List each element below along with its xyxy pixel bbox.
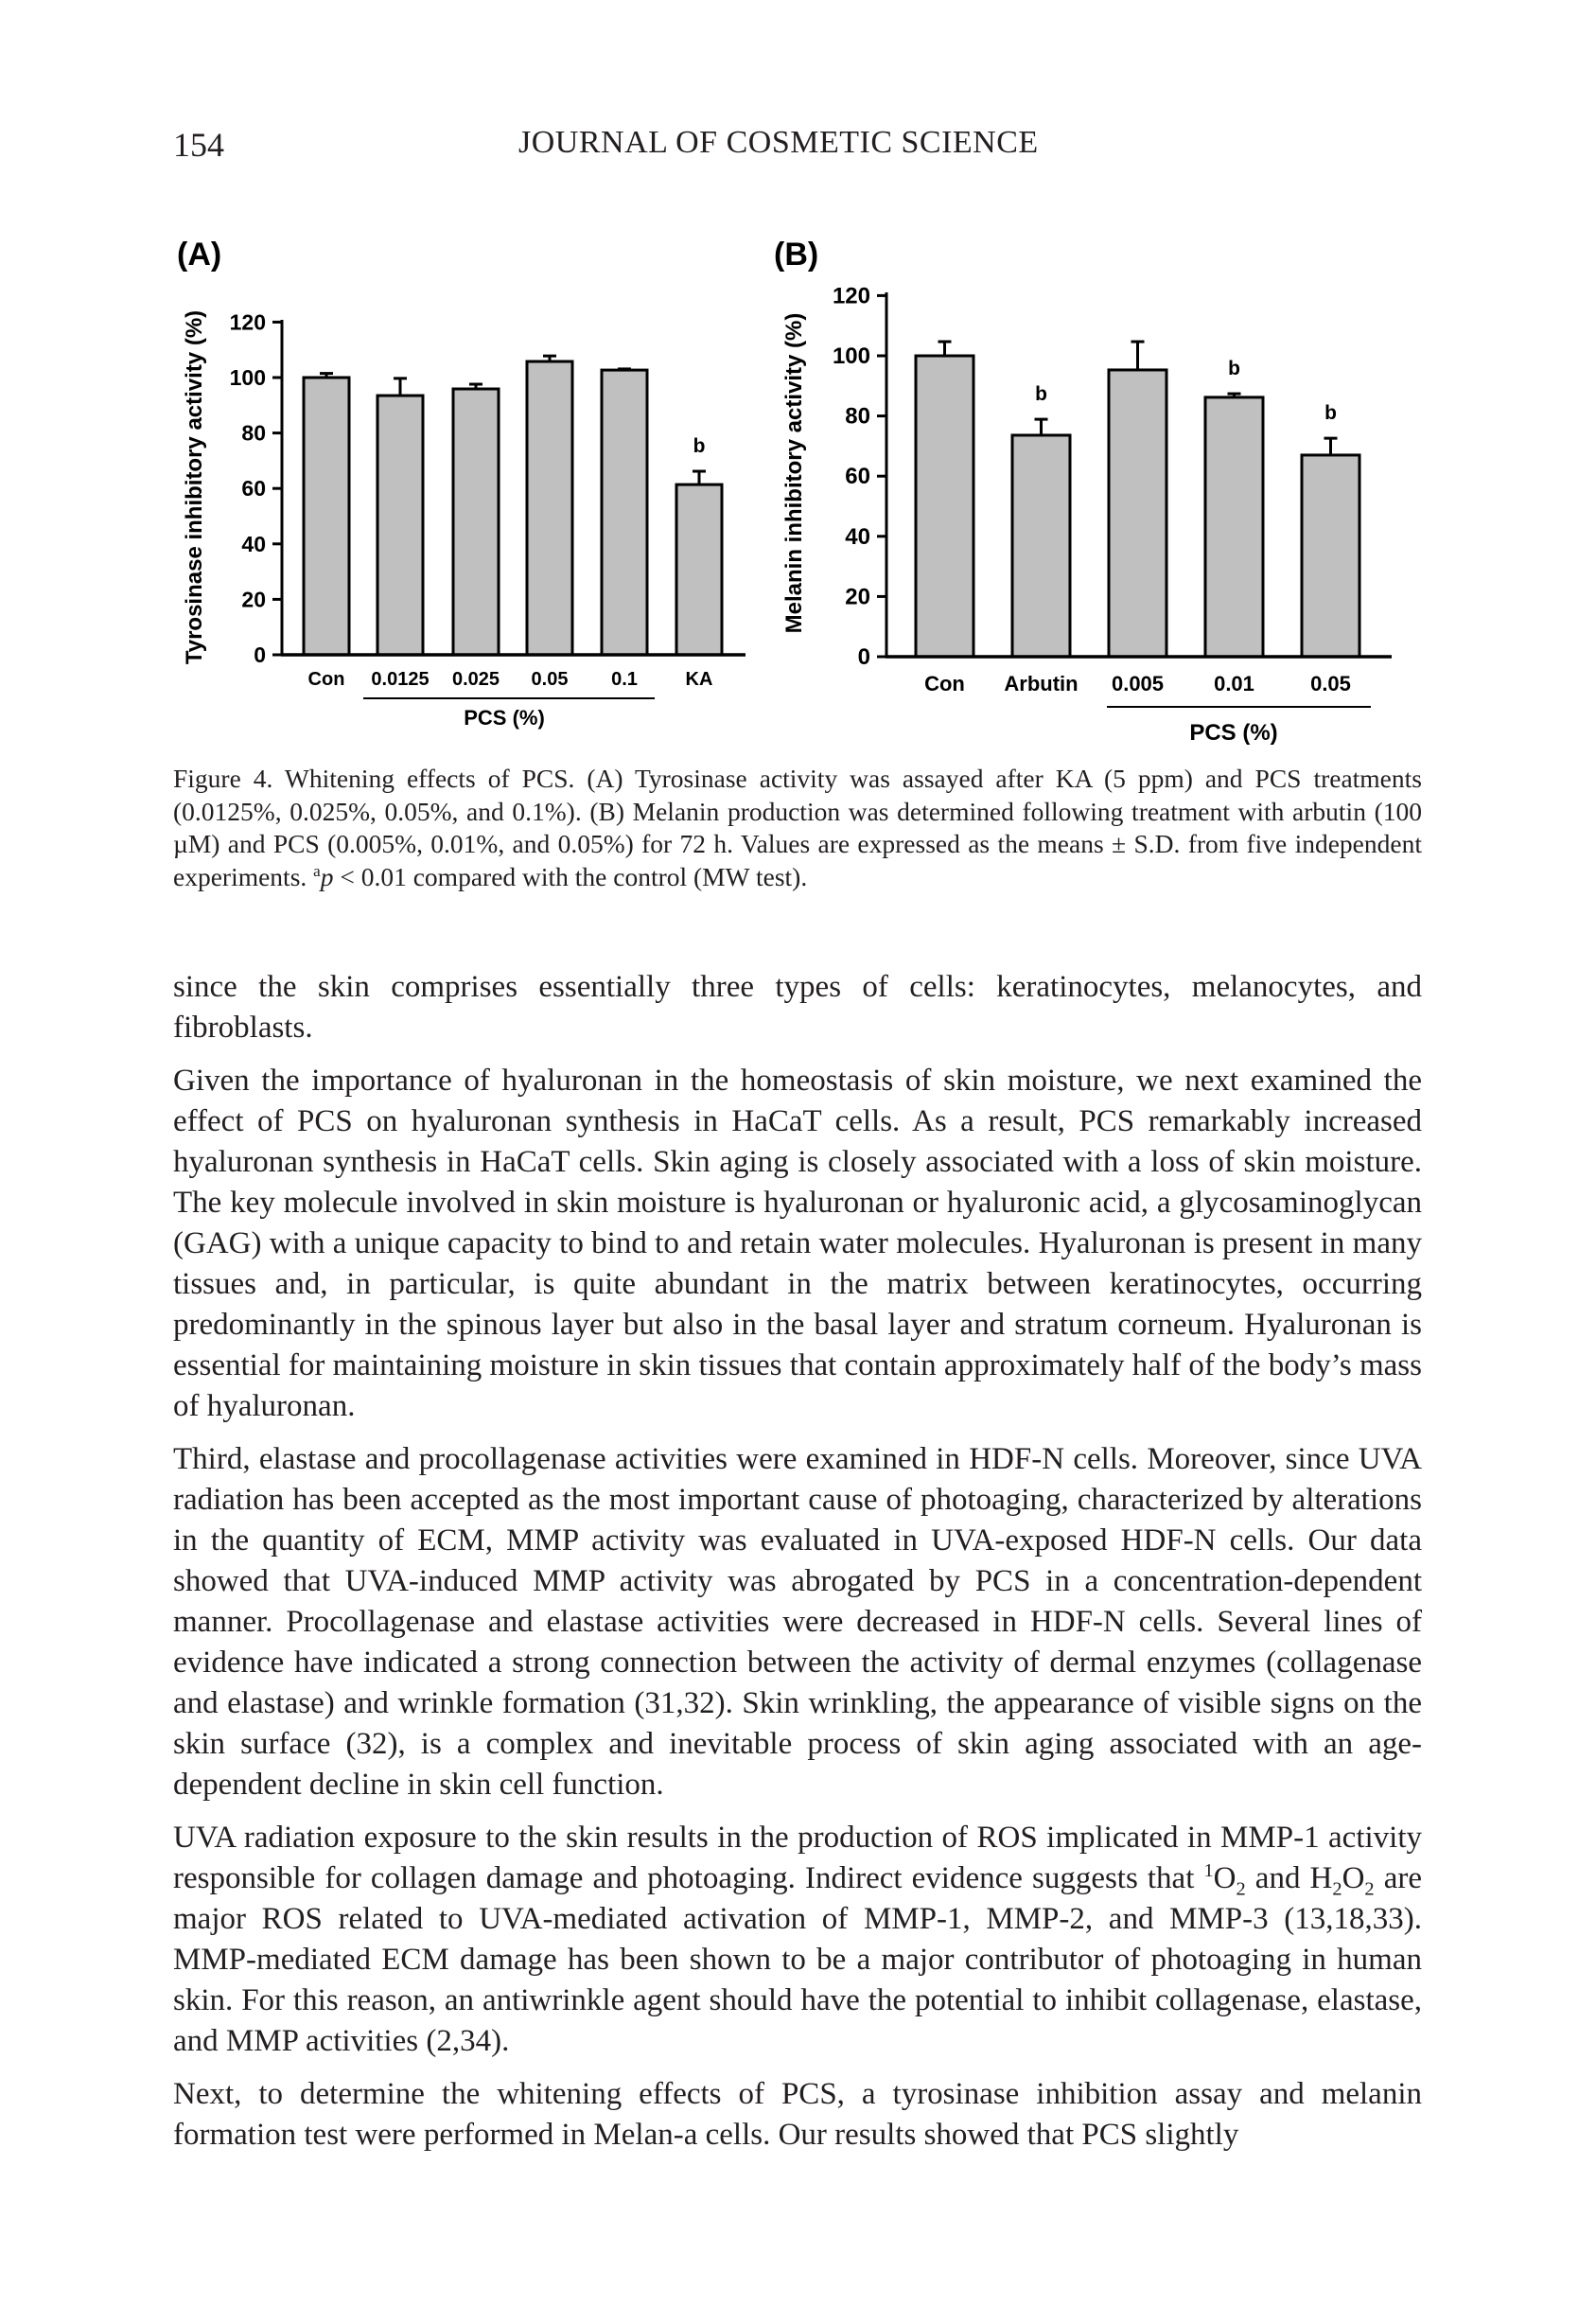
figure-caption bbox=[173, 763, 1422, 893]
panel-a bbox=[177, 237, 745, 730]
paragraph-4-text: are major ROS related to UVA-mediated activation of MMP-1, MMP-2, and MMP-3 (13,18,33). MMP-mediated ECM damage has been shown to be a major contributor of photoaging in human skin. For this reason, an antiwrinkle agent should have the potential to inhibit collagenase, elastase, and MMP activities (2,34). bbox=[173, 1861, 1422, 2058]
y-tick-label: 20 bbox=[845, 584, 870, 610]
y-tick-label: 60 bbox=[241, 476, 266, 502]
figure-caption-text-end: < 0.01 compared with the control (MW test). bbox=[333, 861, 808, 891]
x-tick-label: 0.01 bbox=[1214, 672, 1254, 695]
bar-0.05 bbox=[527, 361, 572, 655]
bar-con bbox=[304, 378, 349, 655]
paragraph-4-text: UVA radiation exposure to the skin results in the production of ROS implicated in MMP-1 activity responsible for collagen damage and photoaging. Indirect evidence suggests that bbox=[173, 1821, 1422, 1895]
bar-0.0125 bbox=[377, 396, 423, 655]
panel-b bbox=[774, 237, 1392, 746]
x-tick-label: 0.1 bbox=[611, 669, 638, 690]
paragraph-2: Given the importance of hyaluronan in the homeostasis of skin moisture, we next examined the effect of PCS on hyaluronan synthesis in HaCaT cells. As a result, PCS remarkably increased hyaluronan synthesis in HaCaT cells. Skin aging is closely associated with a loss of skin moisture. The key molecule involved in skin moisture is hyaluronan or hyaluronic acid, a glycosaminoglycan (GAG) with a unique capacity to bind to and retain water molecules. Hyaluronan is present in many tissues and, in particular, is quite abundant in the matrix between keratinocytes, occurring predominantly in the spinous layer but also in the basal layer and stratum corneum. Hyaluronan is essential for maintaining moisture in skin tissues that contain approximately half of the body’s mass of hyaluronan. bbox=[173, 1064, 1422, 1423]
subscript: 2 bbox=[1236, 1878, 1246, 1900]
x-tick-label: 0.05 bbox=[531, 669, 569, 690]
x-tick-label: KA bbox=[685, 669, 713, 690]
y-tick-label: 100 bbox=[229, 365, 266, 390]
significance-mark: b bbox=[693, 435, 706, 458]
bar-0.1 bbox=[602, 370, 647, 655]
y-tick-label: 40 bbox=[845, 523, 870, 550]
x-tick-label: 0.025 bbox=[451, 669, 500, 690]
significance-superscript: a bbox=[313, 861, 321, 880]
panel-b-group-label: PCS (%) bbox=[1189, 720, 1278, 746]
panel-a-y-ticks bbox=[230, 309, 282, 667]
paragraph-5: Next, to determine the whitening effects of PCS, a tyrosinase inhibition assay and melanin formation test were performed in Melan-a cells. Our results showed that PCS slightly bbox=[173, 2077, 1422, 2152]
y-tick-label: 80 bbox=[845, 403, 870, 430]
y-tick-label: 40 bbox=[241, 531, 266, 556]
y-tick-label: 0 bbox=[857, 644, 870, 670]
oxygen-symbol: O bbox=[1213, 1861, 1236, 1895]
bar-con bbox=[916, 356, 973, 657]
paragraph-4 bbox=[173, 1818, 1422, 2062]
significance-mark: b bbox=[1228, 358, 1240, 380]
panel-a-y-axis-label: Tyrosinase inhibitory activity (%) bbox=[182, 309, 207, 665]
significance-mark: b bbox=[1324, 402, 1337, 425]
panel-b-bars bbox=[916, 342, 1359, 657]
x-tick-label: Con bbox=[307, 669, 345, 690]
paragraph-1: since the skin comprises essentially three types of cells: keratinocytes, melanocytes, and fibroblasts. bbox=[173, 970, 1422, 1045]
page-number: 154 bbox=[173, 126, 224, 164]
subscript: 2 bbox=[1364, 1878, 1375, 1900]
figure-caption-label: Figure 4. bbox=[173, 764, 273, 793]
panel-b-label: (B) bbox=[774, 237, 819, 273]
panel-b-y-axis-label: Melanin inhibitory activity (%) bbox=[781, 312, 807, 634]
y-tick-label: 120 bbox=[832, 283, 870, 309]
x-tick-label: 0.005 bbox=[1111, 672, 1165, 695]
y-tick-label: 60 bbox=[845, 464, 870, 490]
x-tick-label: 0.05 bbox=[1310, 672, 1351, 695]
running-head: JOURNAL OF COSMETIC SCIENCE bbox=[518, 125, 1039, 160]
subscript: 2 bbox=[1332, 1878, 1342, 1900]
panel-a-x-tick-labels bbox=[308, 669, 713, 690]
bar-0.01 bbox=[1205, 397, 1263, 657]
x-tick-label: Con bbox=[924, 672, 965, 695]
panel-a-bars bbox=[304, 356, 722, 655]
panel-b-y-ticks bbox=[833, 283, 886, 670]
y-tick-label: 100 bbox=[832, 343, 870, 369]
bar-0.025 bbox=[453, 389, 499, 655]
oxygen-symbol: O bbox=[1342, 1861, 1365, 1895]
bar-0.005 bbox=[1109, 370, 1166, 657]
singlet-superscript: 1 bbox=[1203, 1860, 1214, 1881]
y-tick-label: 0 bbox=[254, 643, 266, 667]
figure-caption-text: Whitening effects of PCS. (A) Tyrosinase activity was assayed after KA (5 ppm) and PCS treatments (0.0125%, 0.025%, 0.05%, and 0.1%). (B) Melanin production was determined following treatment with arbutin (100 µM) and PCS (0.005%, 0.01%, and 0.05%) for 72 h. Values are expressed as the means ± S.D. from five independent experiments. bbox=[173, 764, 1422, 891]
bar-0.05 bbox=[1302, 455, 1359, 657]
panel-a-label: (A) bbox=[177, 237, 222, 273]
paragraph-3: Third, elastase and procollagenase activities were examined in HDF-N cells. Moreover, since UVA radiation has been accepted as the most important cause of photoaging, characterized by alterations in the quantity of ECM, MMP activity was evaluated in UVA-exposed HDF-N cells. Our data showed that UVA-induced MMP activity was abrogated by PCS in a concentration-dependent manner. Procollagenase and elastase activities were decreased in HDF-N cells. Several lines of evidence have indicated a strong connection between the activity of dermal enzymes (collagenase and elastase) and wrinkle formation (31,32). Skin wrinkling, the appearance of visible signs on the skin surface (32), is a complex and inevitable process of skin aging associated with an age-dependent decline in skin cell function. bbox=[173, 1442, 1422, 1802]
x-tick-label: Arbutin bbox=[1004, 672, 1079, 695]
y-tick-label: 20 bbox=[241, 587, 266, 612]
y-tick-label: 120 bbox=[229, 309, 266, 335]
p-value-symbol: p bbox=[320, 861, 334, 891]
panel-b-x-tick-labels bbox=[924, 672, 1351, 695]
paragraph-4-text: and H bbox=[1245, 1861, 1333, 1895]
panel-a-group-label: PCS (%) bbox=[464, 706, 545, 730]
bar-ka bbox=[676, 484, 722, 655]
significance-mark: b bbox=[1035, 383, 1047, 406]
figure-4-charts bbox=[0, 0, 1596, 757]
body-text bbox=[173, 967, 1422, 2168]
y-tick-label: 80 bbox=[241, 420, 266, 446]
x-tick-label: 0.0125 bbox=[371, 669, 430, 690]
bar-arbutin bbox=[1012, 435, 1070, 657]
